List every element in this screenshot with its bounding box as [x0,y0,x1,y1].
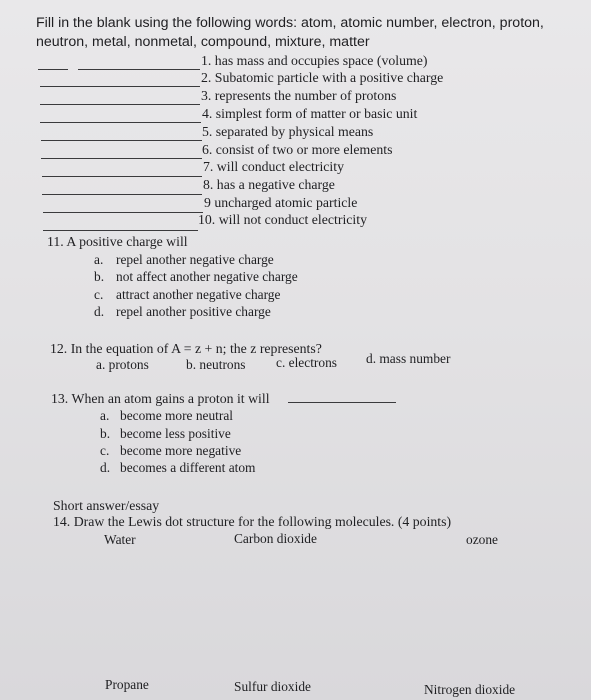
q11-option-c[interactable] [94,287,280,303]
option-letter: b. [94,269,105,284]
option-text: not affect another negative charge [116,269,298,284]
molecule-label-ozone: ozone [466,532,498,547]
fill-blank-item-6: 6. consist of two or more elements [202,142,393,157]
q13-option-d[interactable] [100,460,255,476]
molecule-label-nitrogen-dioxide: Nitrogen dioxide [424,682,516,697]
option-text: become more neutral [120,408,234,423]
answer-blank-4[interactable] [40,122,201,123]
answer-blank-10[interactable] [43,230,198,231]
option-letter: d. [100,460,111,475]
option-letter: c. [94,287,104,302]
option-letter: c. [100,443,110,458]
question-13-stem: 13. When an atom gains a proton it will [51,391,270,406]
molecule-label-propane: Propane [105,677,149,692]
answer-blank-5[interactable] [41,140,202,141]
option-letter: a. [94,252,104,267]
fill-blank-item-7: 7. will conduct electricity [203,159,344,174]
molecule-label-carbon-dioxide: Carbon dioxide [234,531,317,546]
answer-blank-1a[interactable] [38,69,68,70]
option-letter: a. [100,408,110,423]
fill-blank-item-2: 2. Subatomic particle with a positive charge [201,70,444,85]
answer-blank-6[interactable] [41,158,202,159]
fill-blank-item-8: 8. has a negative charge [203,177,335,192]
fill-blank-item-9: 9 uncharged atomic particle [204,195,358,210]
option-text: becomes a different atom [120,460,256,475]
answer-blank-3[interactable] [40,104,200,105]
fill-blank-item-5: 5. separated by physical means [202,124,374,139]
short-answer-heading: Short answer/essay [53,498,160,513]
q13-option-a[interactable] [100,408,233,424]
option-text: attract another negative charge [116,287,281,302]
fill-blank-item-4: 4. simplest form of matter or basic unit [202,106,418,121]
q12-option-a[interactable]: a. protons [96,357,149,372]
option-text: repel another positive charge [116,304,271,319]
option-letter: b. [100,426,111,441]
answer-blank-7[interactable] [42,176,202,177]
q12-option-c[interactable]: c. electrons [276,355,337,370]
answer-blank-8[interactable] [42,194,202,195]
option-text: become more negative [120,443,242,458]
molecule-label-water: Water [104,532,136,547]
q13-option-b[interactable] [100,426,231,442]
q12-option-b[interactable]: b. neutrons [186,357,246,372]
answer-blank-2[interactable] [40,86,200,87]
fill-blank-item-1: 1. has mass and occupies space (volume) [201,53,428,68]
answer-blank-1[interactable] [78,69,200,70]
instructions-line-2: neutron, metal, nonmetal, compound, mixture, matter [36,34,370,50]
option-letter: d. [94,304,105,319]
q11-option-d[interactable] [94,304,271,320]
question-11-stem: 11. A positive charge will [47,234,188,249]
fill-blank-item-3: 3. represents the number of protons [201,88,397,103]
molecule-label-sulfur-dioxide: Sulfur dioxide [234,679,311,694]
q11-option-a[interactable] [94,252,274,268]
q11-option-b[interactable] [94,269,298,285]
option-text: repel another negative charge [116,252,274,267]
answer-blank-9[interactable] [43,212,203,213]
option-text: become less positive [120,426,231,441]
instructions-line-1: Fill in the blank using the following words: atom, atomic number, electron, proton, [36,15,544,31]
fill-blank-item-10: 10. will not conduct electricity [198,212,367,227]
q13-option-c[interactable] [100,443,241,459]
answer-blank-13[interactable] [288,402,396,403]
q12-option-d[interactable]: d. mass number [366,351,451,366]
question-12-stem: 12. In the equation of A = z + n; the z represents? [50,341,322,356]
question-14-stem: 14. Draw the Lewis dot structure for the following molecules. (4 points) [53,514,452,529]
